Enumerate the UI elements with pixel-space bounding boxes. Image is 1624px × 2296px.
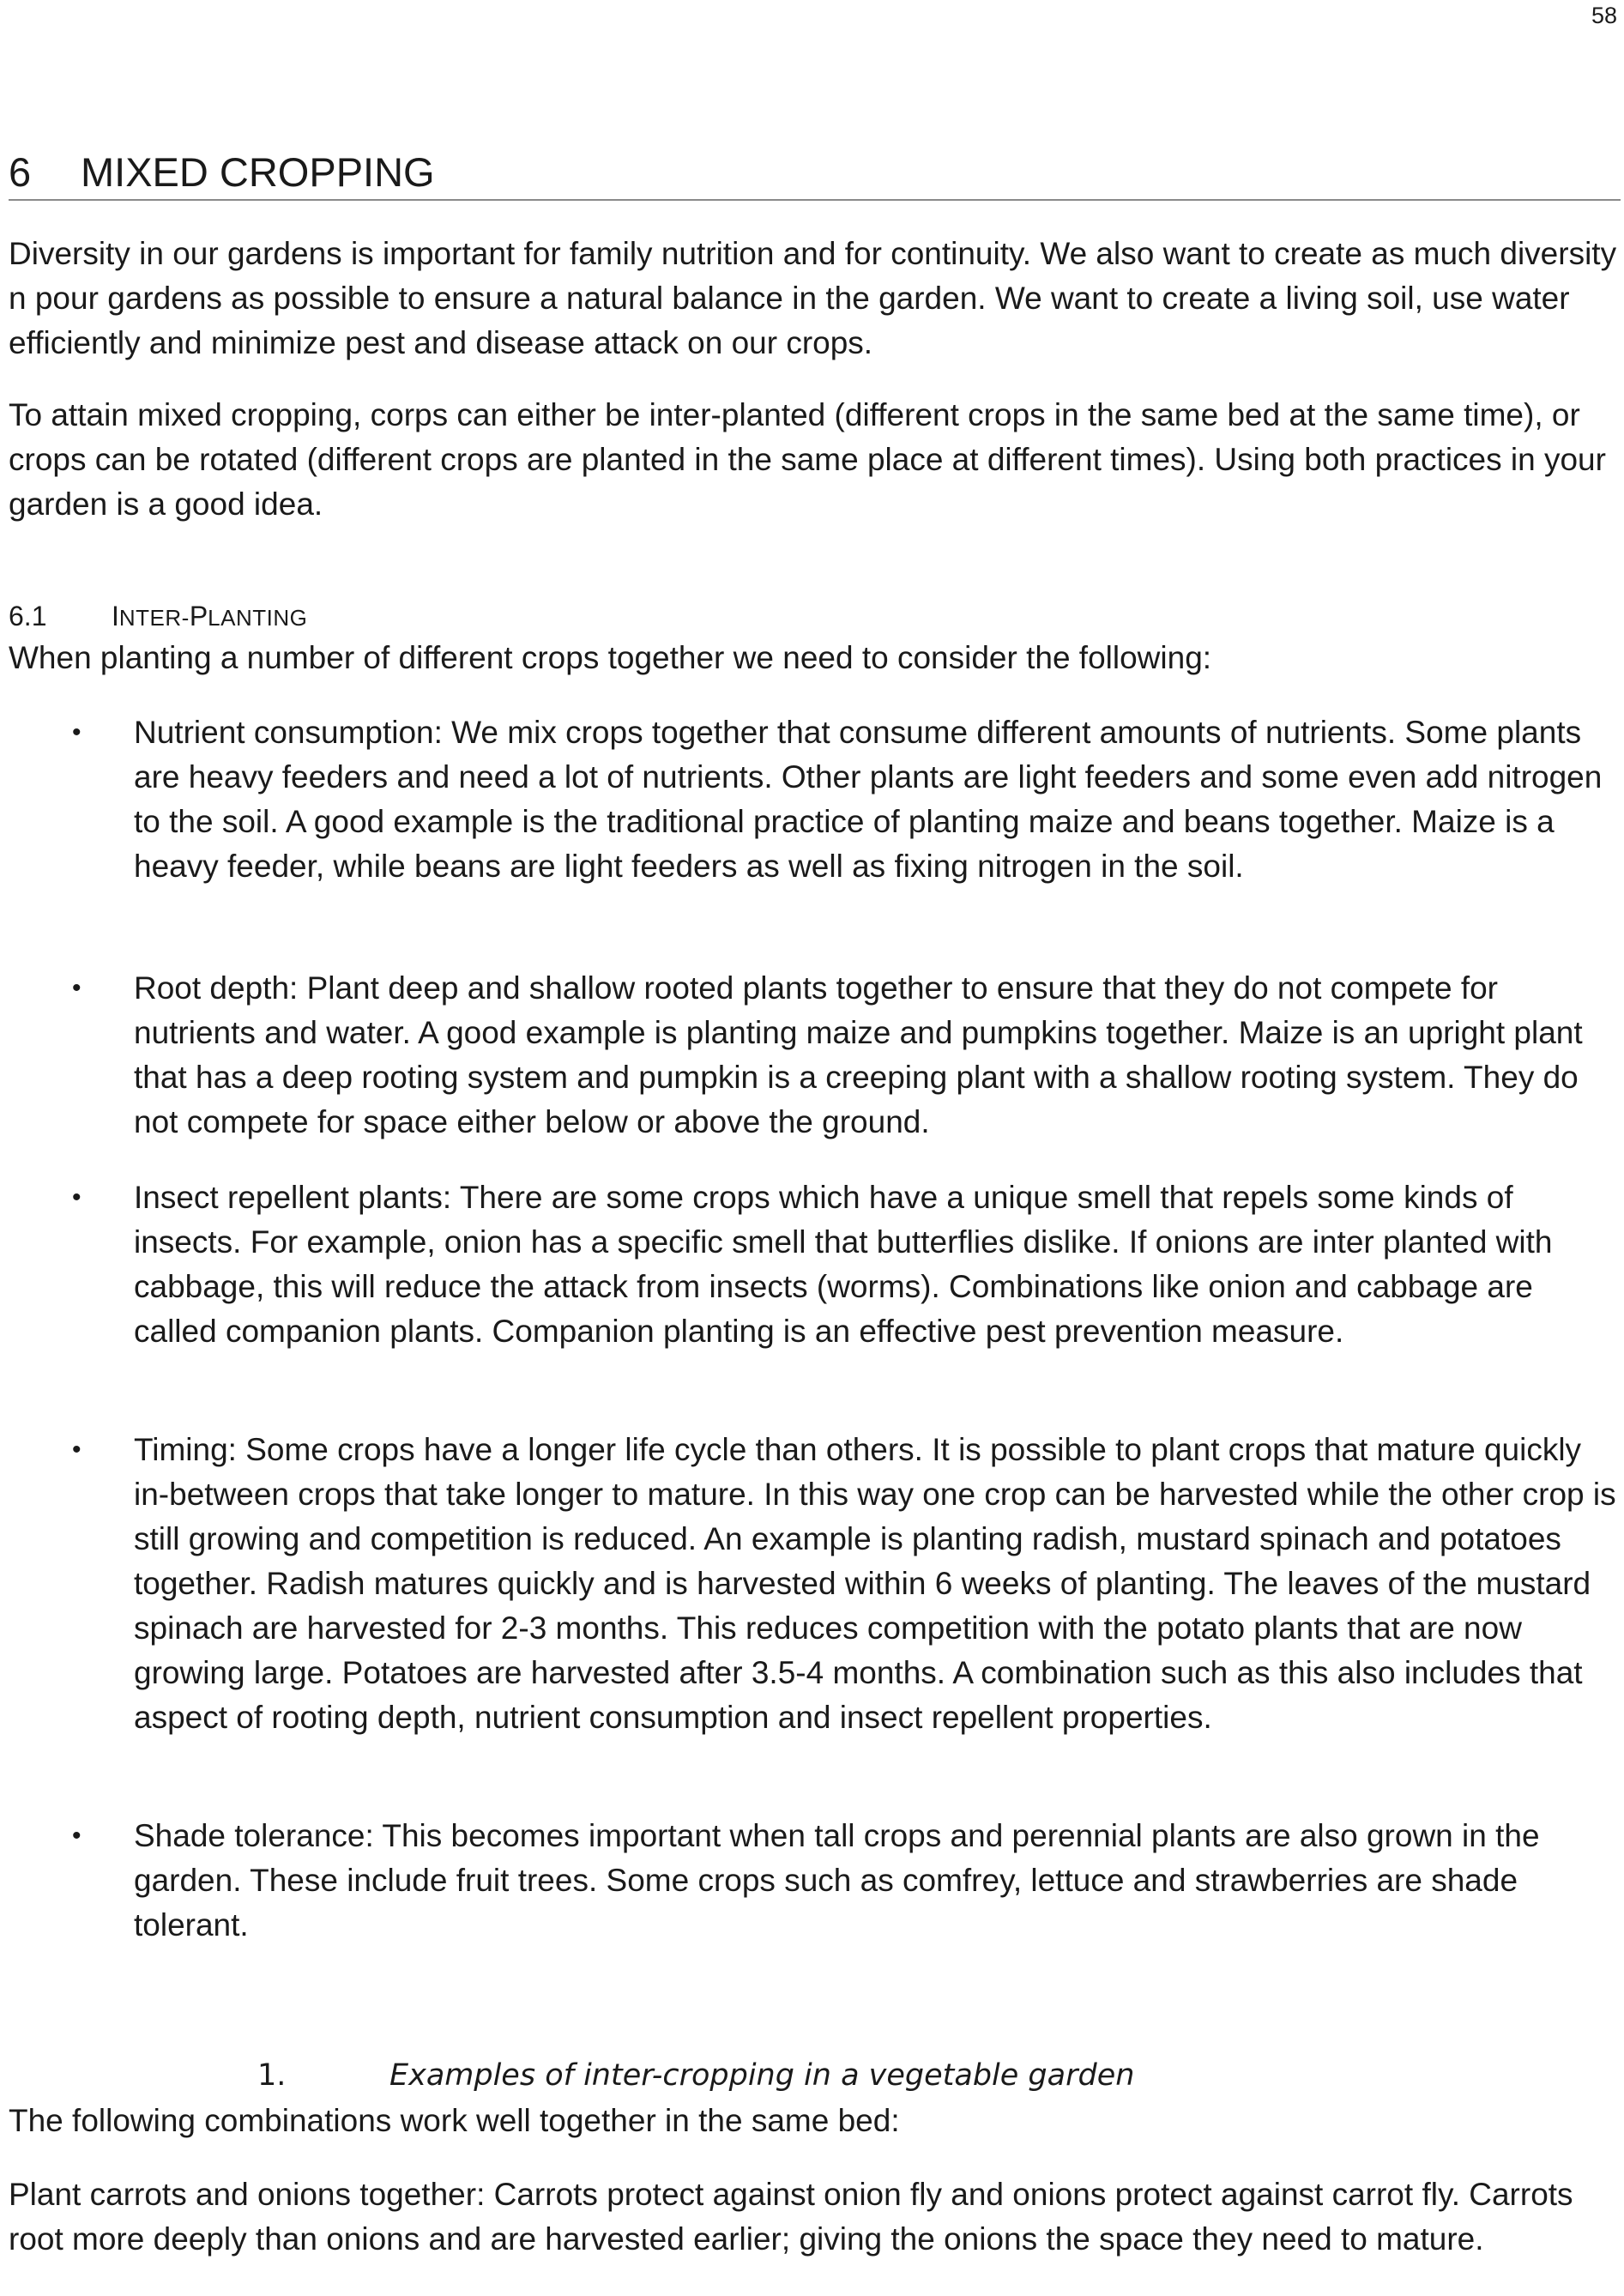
examples-lead: The following combinations work well together in the same bed:	[9, 2103, 900, 2138]
bullet-dot: •	[72, 1435, 82, 1464]
chapter-title: MIXED CROPPING	[81, 149, 435, 195]
page-number: 58	[1591, 3, 1617, 28]
section-lead: When planting a number of different crops together we need to consider the following:	[9, 640, 1212, 675]
intro-paragraph-1: Diversity in our gardens is important for family nutrition and for continuity. We also want to create as much diversity n pour gardens as possible to ensure a natural balance in the garden. We want to create a living soil, use water efficiently and minimize pest and disease attack on our crops.	[9, 236, 1617, 360]
bullet-dot: •	[72, 1822, 82, 1850]
examples-title: Examples of inter-cropping in a vegetable garden	[389, 2058, 1135, 2093]
bullet-text: Nutrient consumption: We mix crops together that consume different amounts of nutrients. Some plants are heavy feeders and need a lot of nutrients. Other plants are light feeders and some even add nitrogen to the soil. A good example is the traditional practice of planting maize and beans together. Maize is a heavy feeder, while beans are light feeders as well as fixing nitrogen in the soil.	[134, 715, 1603, 884]
examples-paragraph: Plant carrots and onions together: Carrots protect against onion fly and onions protect against carrot fly. Carrots root more deeply than onions and are harvested earlier; giving the onions the space they need to mature.	[9, 2177, 1573, 2257]
bullet-dot: •	[72, 718, 82, 746]
examples-number: 1.	[257, 2058, 287, 2093]
bullet-text: Shade tolerance: This becomes important when tall crops and perennial plants are also grown in the garden. These include fruit trees. Some crops such as comfrey, lettuce and strawberries are shade tolerant.	[134, 1818, 1540, 1943]
section-title: INTER-PLANTING	[112, 601, 308, 631]
bullet-text: Insect repellent plants: There are some crops which have a unique smell that repels some kinds of insects. For example, onion has a specific smell that butterflies dislike. If onions are inter planted with cabbage, this will reduce the attack from insects (worms). Combinations like onion and cabbage are called companion plants. Companion planting is an effective pest prevention measure.	[134, 1180, 1553, 1349]
bullet-text: Timing: Some crops have a longer life cycle than others. It is possible to plant crops that mature quickly in-between crops that take longer to mature. In this way one crop can be harvested while the other crop is still growing and competition is reduced. An example is planting radish, mustard spinach and potatoes together. Radish matures quickly and is harvested within 6 weeks of planting. The leaves of the mustard spinach are harvested for 2-3 months. This reduces competition with the potato plants that are now growing large. Potatoes are harvested after 3.5-4 months. A combination such as this also includes that aspect of rooting depth, nutrient consumption and insect repellent properties.	[134, 1432, 1616, 1735]
bullet-dot: •	[72, 1183, 82, 1211]
section-number: 6.1	[9, 601, 47, 631]
bullet-text: Root depth: Plant deep and shallow rooted plants together to ensure that they do not compete for nutrients and water. A good example is planting maize and pumpkins together. Maize is an upright plant that has a deep rooting system and pumpkin is a creeping plant with a shallow rooting system. They do not compete for space either below or above the ground.	[134, 970, 1583, 1139]
examples-heading	[257, 2054, 1134, 2097]
section-heading	[9, 595, 307, 638]
chapter-number: 6	[9, 149, 32, 195]
intro-paragraph-2: To attain mixed cropping, corps can either be inter-planted (different crops in the same bed at the same time), or crops can be rotated (different crops are planted in the same place at different times). Using both practices in your garden is a good idea.	[9, 397, 1606, 522]
bullet-dot: •	[72, 974, 82, 1002]
chapter-heading	[9, 146, 1621, 201]
